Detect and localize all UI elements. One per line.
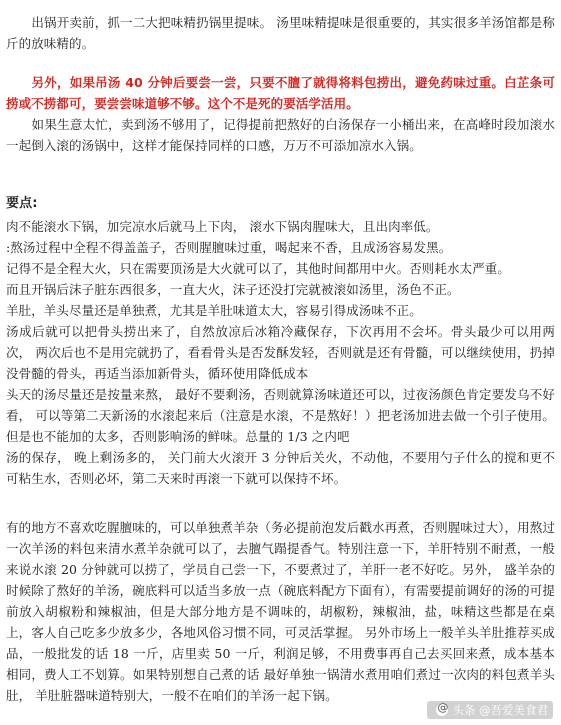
section-heading: 要点: [6, 196, 38, 211]
watermark-text: 头条 @吾爱美食君 [452, 703, 548, 717]
toutiao-logo-icon [436, 704, 448, 716]
paragraph-busy-tip: 如果生意太忙，卖到汤不够用了，记得提前把熬好的白汤保存一小桶出来，在高峰时段加滚水一起倒入滚的汤锅中，这样才能保持同样的口感，万万不可添加凉水入锅。 [6, 117, 555, 153]
source-watermark [427, 701, 553, 719]
paragraph-key-points: 肉不能滚水下锅，加完凉水后就马上下肉， 滚水下锅肉腥味大，且出肉率低。 :熬汤过程中全程不得盖盖子，否则腥膻味过重，喝起来不香，且成汤容易发黑。 记得不是全程大火，只在需要顶汤是大火就可以了，其他时间都用中火。否则耗水太严重。 而且开锅后沫子脏东西很多，一直大火，沫子还没打完就被滚如汤里，汤色不正。 羊肚，羊头尽量还是单独煮，尤其是羊肚味道太大，容易引得成汤味不正。 汤成后就可以把骨头捞出来了，自然放凉后冰箱冷藏保存，下次再用不会坏。骨头最少可以用两次， 两次后也不是用完就扔了，看看骨头是否发酥发轻，否则就是还有骨髓，可以继续使用，扔掉没骨髓的骨头，再适当添加新骨头，循环使用降低成本 头天的汤尽量还是按量来熬， 最好不要剩汤，否则就算汤味道还可以，过夜汤颜色肯定要发乌不好看， 可以等第二天新汤的水滚起来后（注意是水滚，不是熬好！）把老汤加进去做一个引子使用。 但是也不能加的太多，否则影响汤的鲜味。总量的 1/3 之内吧 汤的保存， 晚上剩汤多的， 关门前大火滚开 3 分钟后关火，不动他，不要用勺子什么的搅和更不可粘生水，否则必坏，第二天来时再滚一下就可以保持不坏。 [6, 219, 555, 486]
paragraph-offal: 有的地方不喜欢吃腥膻味的，可以单独煮羊杂（务必提前泡发后戳水再煮，否则腥味过大），用熬过一次羊汤的料包来清水煮羊杂就可以了，去膻气蹋提香气。特别注意一下，羊肝特别不耐煮，一般来说水滚 20 分钟就可以捞了，学员自己尝一下，不要煮过了，羊肝一老不好吃。另外， 盛羊杂的时候除了熬好的羊汤，碗底料可以适当多放一点（碗底料配方下面有），有需要提前调好的汤的可提前放入胡椒粉和辣椒油，但是大部分地方是不调味的，胡椒粉，辣椒油，盐，味精这些都是在桌上，客人自己吃多少放多少，各地风俗习惯不同，可灵活掌握。 另外市场上一般羊头羊肚推荐买成品，一般批发的话 18 一斤，店里卖 50 一斤，利润足够，不用费事再自己去买回来煮，成本基本相同，费人工不划算。如果特别想自己煮的话 最好单独一锅清水煮用咱们煮过一次肉的料包煮羊头肚， 羊肚脏器味道特别大，一般不在咱们的羊汤一起下锅。 [6, 520, 555, 703]
paragraph-seasoning: 出锅开卖前，抓一二大把味精扔锅里提味。 汤里味精提味是很重要的，其实很多羊汤馆都是称斤的放味精的。 [6, 15, 555, 51]
paragraph-highlight-warning: 另外，如果吊汤 40 分钟后要尝一尝，只要不膻了就得将料包捞出，避免药味过重。白芷条可捞或不捞都可，要尝尝味道够不够。这个不是死的要活学活用。 [6, 75, 555, 111]
